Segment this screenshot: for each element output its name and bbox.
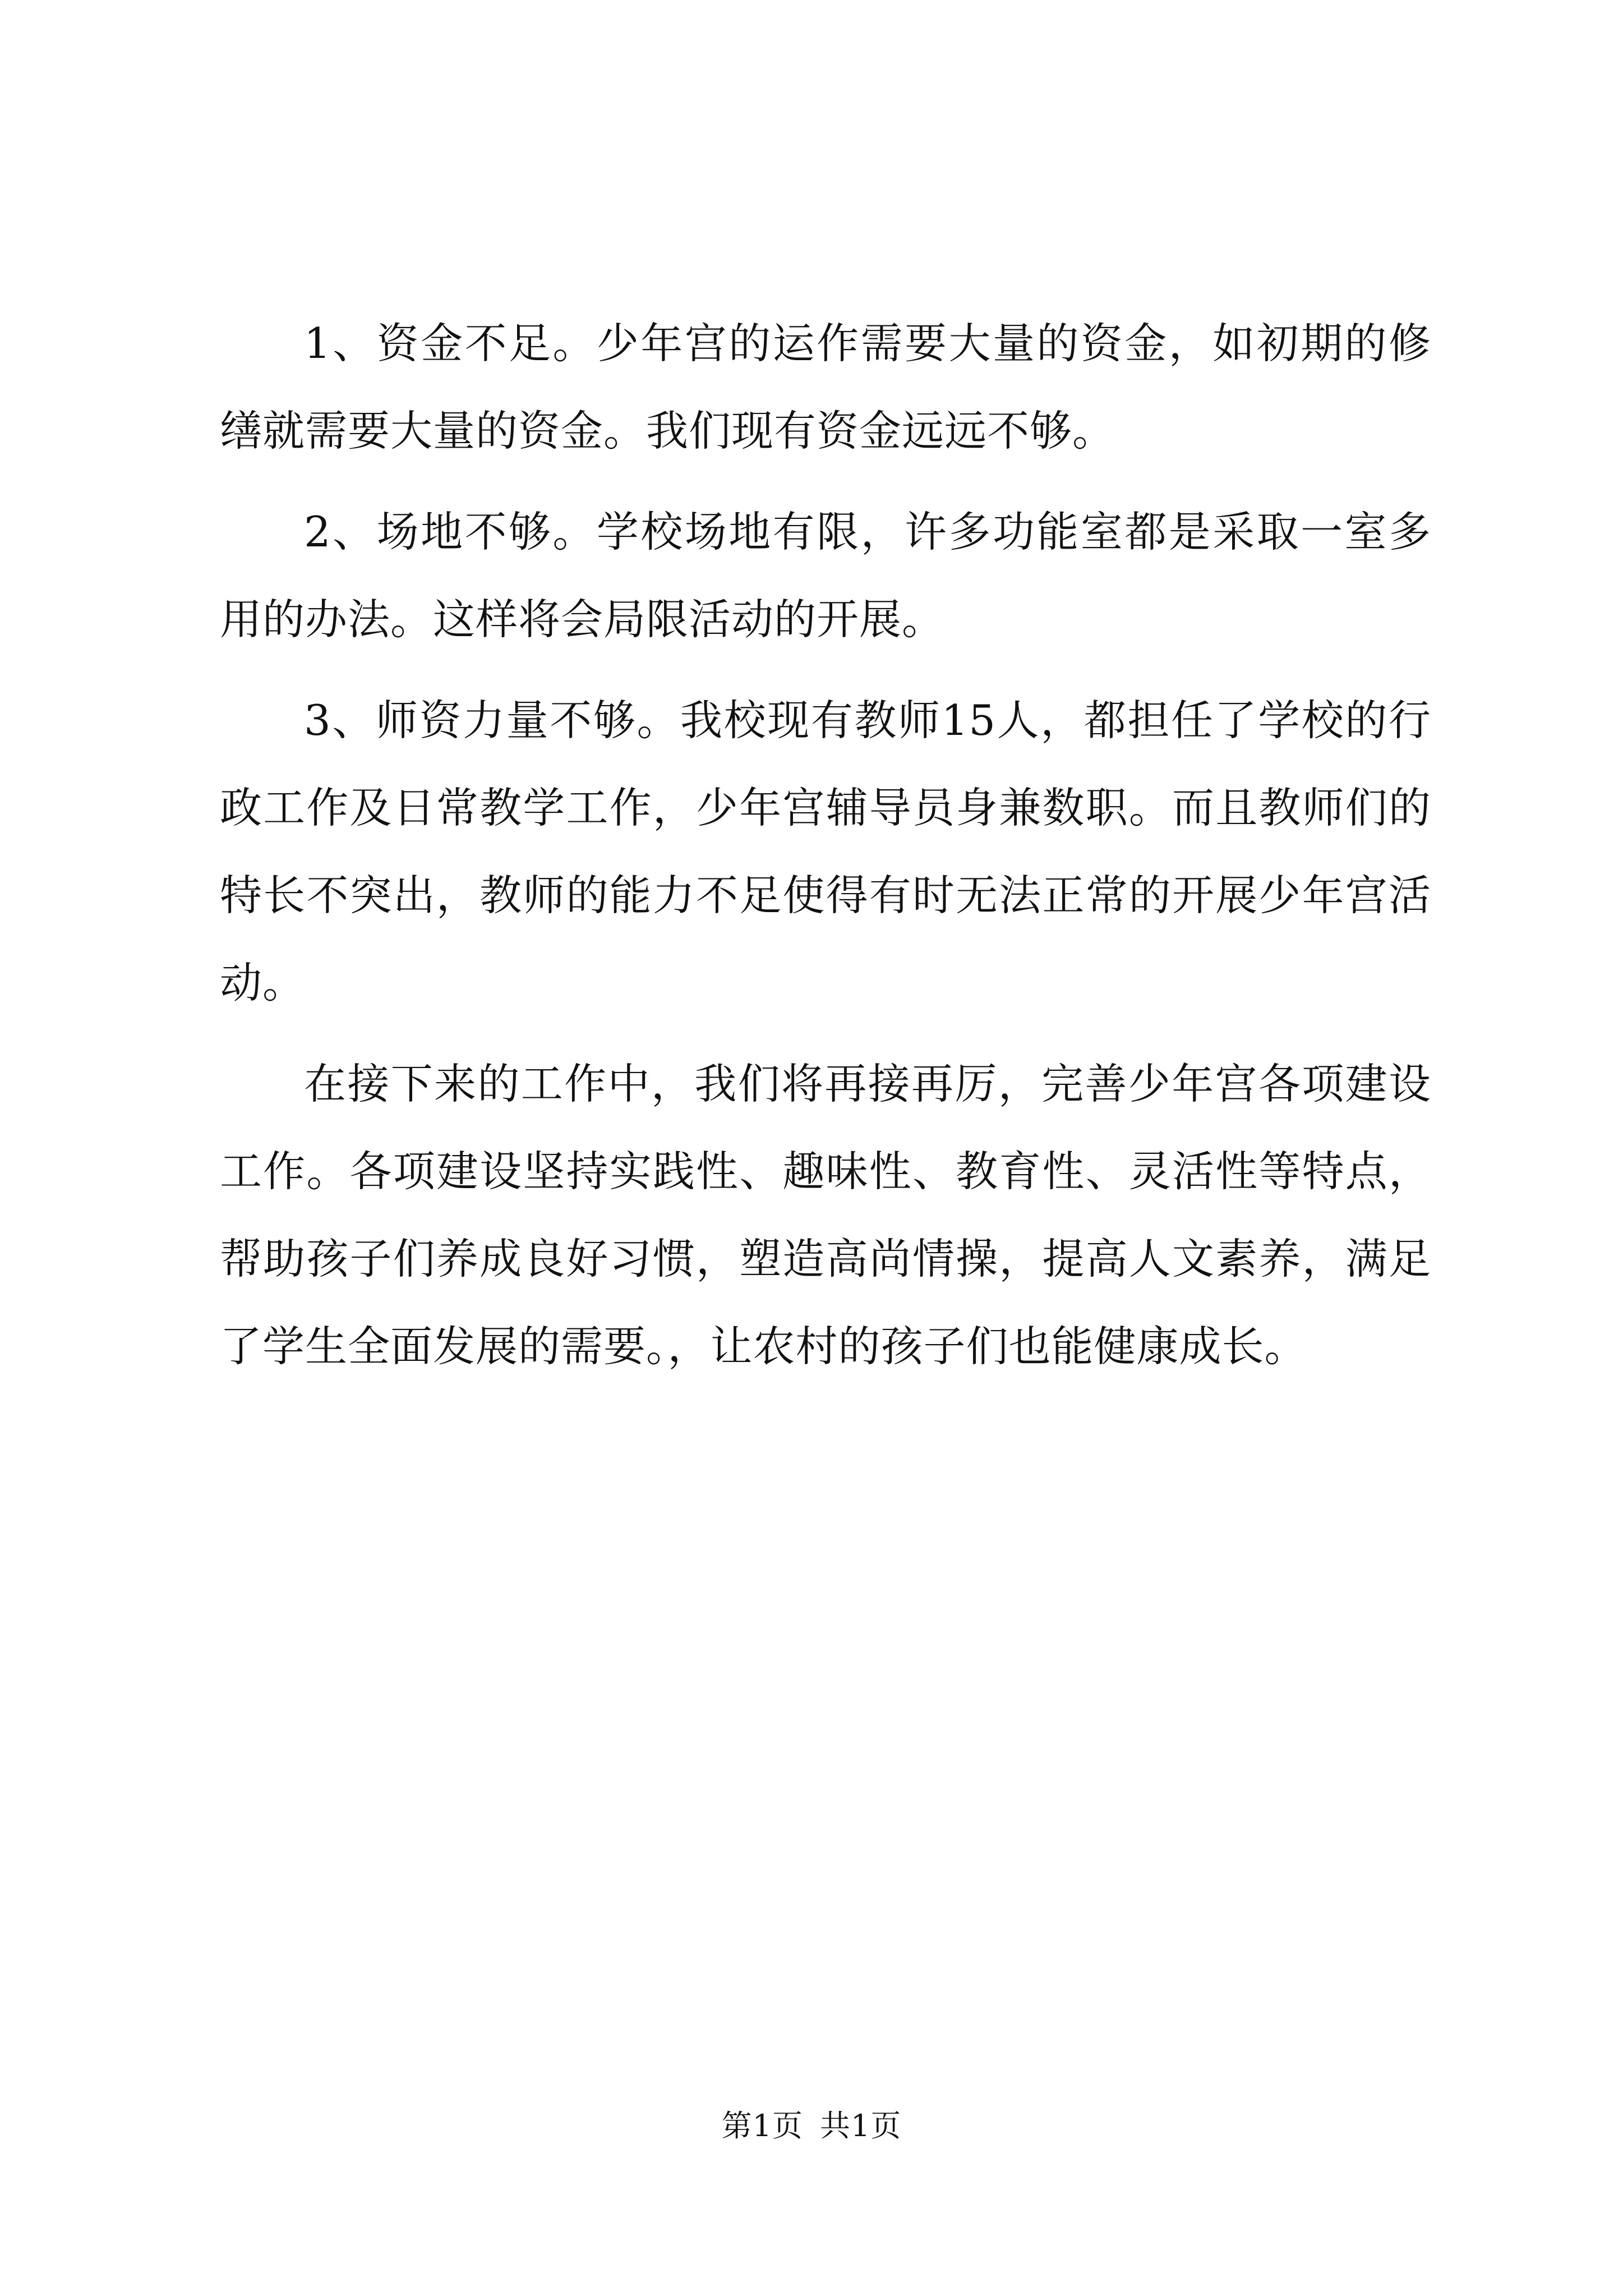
document-body — [220, 300, 1431, 1404]
paragraph-funding: 1、资金不足。少年宫的运作需要大量的资金，如初期的修缮就需要大量的资金。我们现有资金远远不够。 — [220, 319, 1431, 455]
paragraph-conclusion: 在接下来的工作中，我们将再接再厉，完善少年宫各项建设工作。各项建设坚持实践性、趣味性、教育性、灵活性等特点，帮助孩子们养成良好习惯，塑造高尚情操，提高人文素养，满足了学生全面发展的需要。，让农村的孩子们也能健康成长。 — [220, 1059, 1431, 1371]
page-number-total: 共1页 — [820, 2108, 902, 2143]
paragraph-teachers: 3、师资力量不够。我校现有教师15人，都担任了学校的行政工作及日常教学工作，少年宫辅导员身兼数职。而且教师们的特长不突出，教师的能力不足使得有时无法正常的开展少年宫活动。 — [220, 696, 1431, 1007]
page-number-current: 第1页 — [721, 2108, 803, 2143]
page-footer — [0, 2106, 1623, 2146]
paragraph-venue: 2、场地不够。学校场地有限，许多功能室都是采取一室多用的办法。这样将会局限活动的开展。 — [220, 507, 1431, 644]
